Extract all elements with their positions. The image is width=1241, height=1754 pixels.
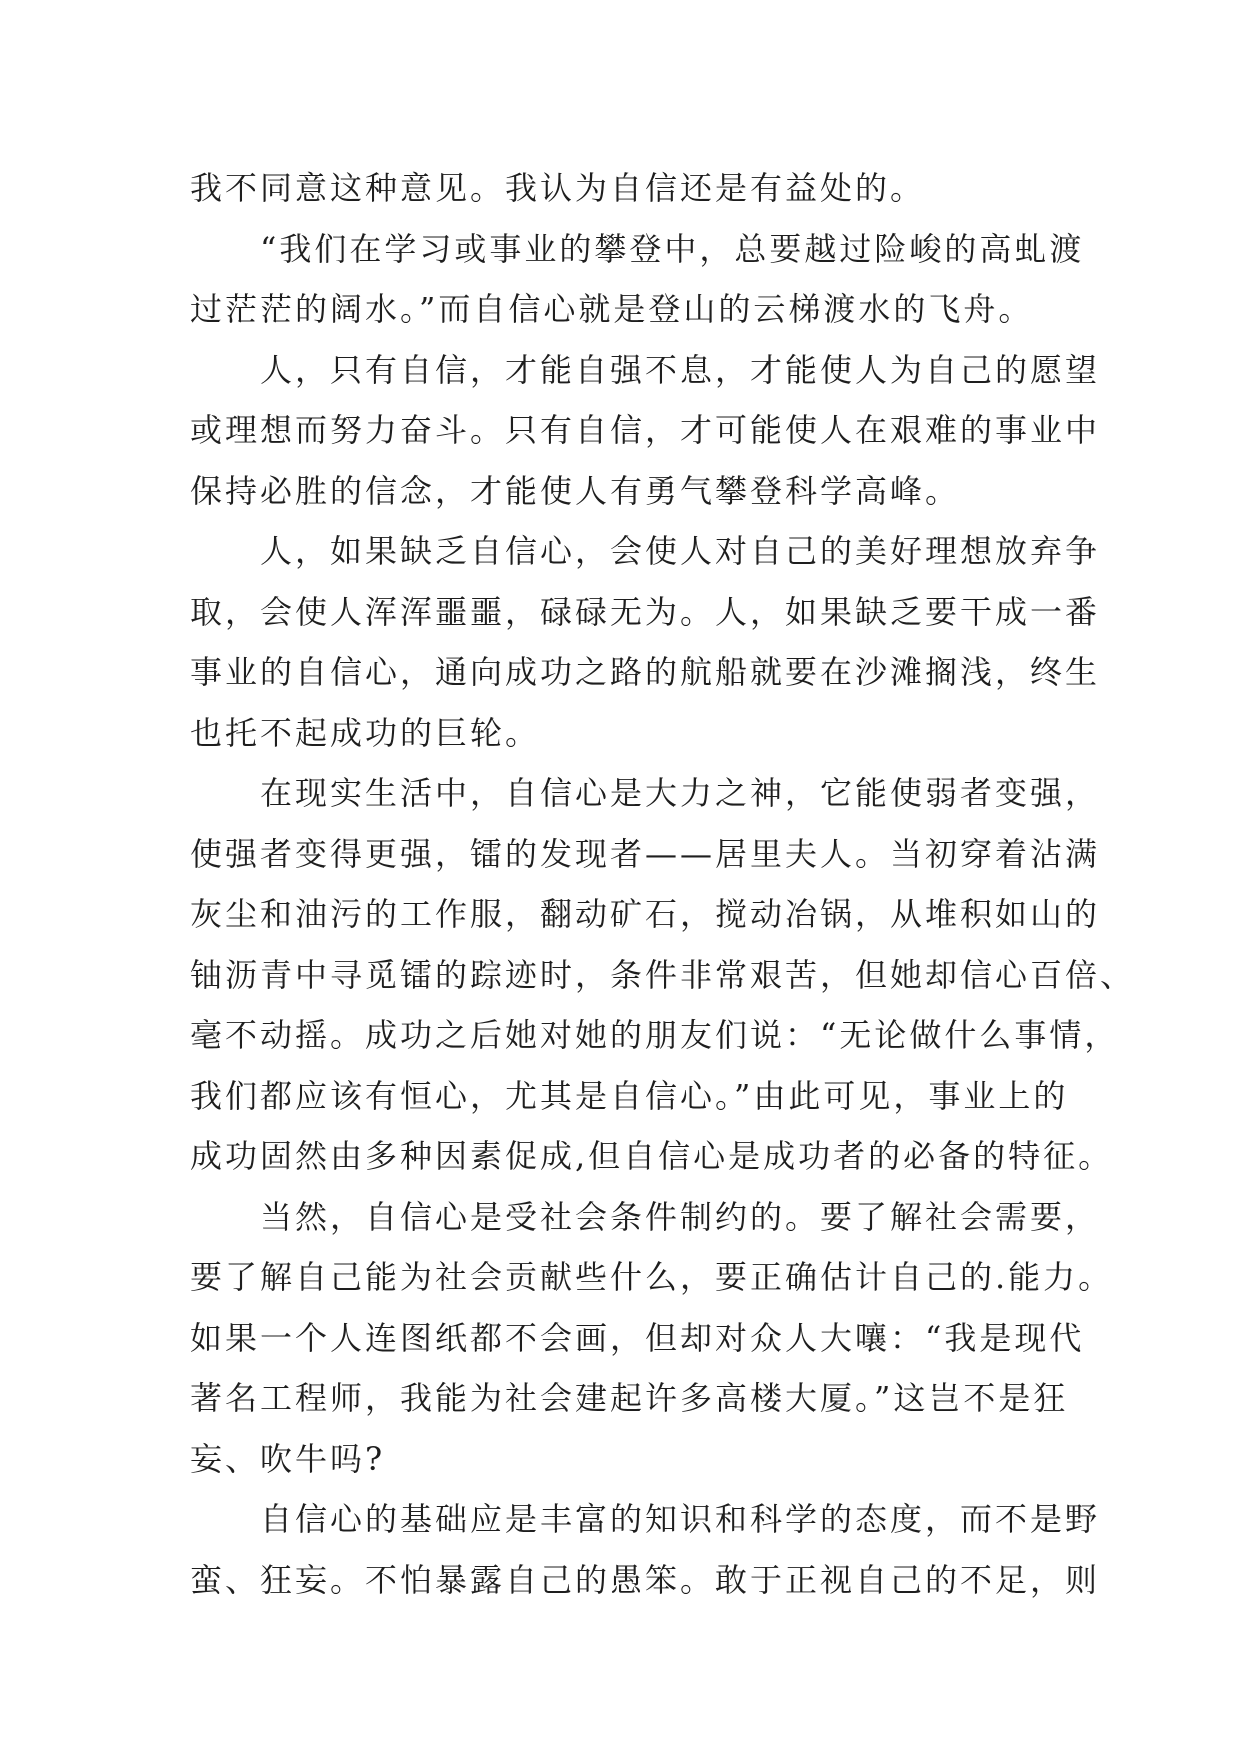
text-line: 事业的自信心，通向成功之路的航船就要在沙滩搁浅，终生: [190, 653, 1101, 691]
text-line: “我们在学习或事业的攀登中，总要越过险峻的高虬渡: [260, 229, 1085, 268]
text-line: 人，只有自信，才能自强不息，才能使人为自己的愿望: [260, 350, 1101, 389]
text-line: 如果一个人连图纸都不会画，但却对众人大嚷：“我是现代: [190, 1318, 1085, 1357]
text-line: 毫不动摇。成功之后她对她的朋友们说：“无论做什么事情，: [190, 1016, 1120, 1054]
text-line: 著名工程师，我能为社会建起许多高楼大厦。”这岂不是狂: [190, 1379, 1069, 1417]
text-line: 保持必胜的信念，才能使人有勇气攀登科学高峰。: [190, 471, 961, 510]
text-line: 过茫茫的阔水。”而自信心就是登山的云梯渡水的飞舟。: [190, 290, 1034, 328]
text-line: 铀沥青中寻觅镭的踪迹时，条件非常艰苦，但她却信心百倍、: [190, 955, 1136, 994]
paragraph: [190, 158, 1050, 219]
text-line: 我们都应该有恒心，尤其是自信心。”由此可见，事业上的: [190, 1076, 1069, 1115]
text-line: 当然，自信心是受社会条件制约的。要了解社会需要，: [260, 1197, 1101, 1236]
paragraph: [190, 521, 1101, 763]
text-line: 成功固然由多种因素促成,但自信心是成功者的必备的特征。: [190, 1137, 1114, 1175]
text-line: 在现实生活中，自信心是大力之神，它能使弱者变强，: [260, 774, 1101, 812]
text-line: 人，如果缺乏自信心，会使人对自己的美好理想放弃争: [260, 532, 1101, 570]
text-line: 蛮、狂妄。不怕暴露自己的愚笨。敢于正视自己的不足，则: [190, 1560, 1101, 1599]
text-line: 自信心的基础应是丰富的知识和科学的态度，而不是野: [260, 1500, 1101, 1538]
text-line: 妄、吹牛吗?: [190, 1439, 386, 1478]
paragraph: [190, 219, 1085, 340]
paragraph: [190, 763, 1136, 1187]
text-line: 也托不起成功的巨轮。: [190, 713, 541, 752]
text-line: 取，会使人浑浑噩噩，碌碌无为。人，如果缺乏要干成一番: [190, 592, 1101, 631]
document-body: [190, 158, 1136, 1610]
paragraph: [190, 340, 1101, 522]
text-line: 灰尘和油污的工作服，翻动矿石，搅动冶锅，从堆积如山的: [190, 895, 1101, 933]
paragraph: [190, 1187, 1114, 1490]
paragraph: [190, 1489, 1101, 1610]
text-line: 要了解自己能为社会贡献些什么，要正确估计自己的.能力。: [190, 1258, 1114, 1296]
text-line: 或理想而努力奋斗。只有自信，才可能使人在艰难的事业中: [190, 411, 1101, 449]
text-line: 我不同意这种意见。我认为自信还是有益处的。: [190, 169, 926, 207]
text-line: 使强者变得更强，镭的发现者——居里夫人。当初穿着沾满: [190, 834, 1101, 873]
